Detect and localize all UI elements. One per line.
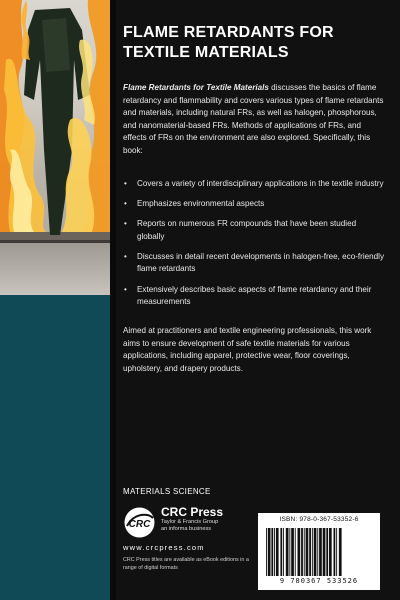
crc-press-logo-icon: [123, 506, 156, 539]
flame-illustration: [0, 0, 110, 295]
list-item-text: Emphasizes environmental aspects: [137, 199, 265, 209]
barcode-bar: [291, 528, 294, 576]
barcode-bar: [312, 528, 313, 576]
list-item-text: Reports on numerous FR compounds that have been studied globally: [137, 219, 357, 241]
ebook-note: CRC Press titles are available as eBook editions in a range of digital formats: [123, 557, 249, 571]
list-item-text: Discusses in detail recent developments in halogen-free, eco-friendly flame retardants: [137, 251, 384, 274]
barcode-bar: [295, 528, 296, 576]
publisher-name: CRC Press: [161, 505, 224, 519]
list-item-text: Covers a variety of interdisciplinary applications in the textile industry: [137, 179, 384, 188]
closing-paragraph: Aimed at practitioners and textile engineering professionals, this work aims to ensure development of safe textile materials for various applications, including apparel, protective wear, floor coverings, upholstery, and drapery products.: [123, 326, 372, 373]
publisher-url: www.crcpress.com: [123, 543, 205, 552]
barcode-bar: [306, 528, 309, 576]
list-item: [123, 178, 385, 191]
feature-list: [123, 178, 385, 316]
bullet-marker: •: [124, 219, 127, 229]
barcode-bar: [309, 528, 311, 576]
intro-paragraph: [123, 82, 385, 158]
barcode-bar: [283, 528, 284, 576]
barcode-bar: [301, 528, 303, 576]
list-item: [123, 218, 385, 243]
barcode-bar: [326, 528, 328, 576]
barcode-bar: [271, 528, 273, 576]
barcode-bar: [336, 528, 337, 576]
intro-italic-title: Flame Retardants for Textile Materials: [123, 83, 269, 92]
subject-category: MATERIALS SCIENCE: [123, 487, 211, 496]
barcode-digits: 9 780367 533526: [279, 577, 359, 585]
crc-logo-text: CRC: [128, 519, 151, 530]
book-title-line-2: TEXTILE MATERIALS: [123, 44, 289, 61]
barcode-bar: [286, 528, 289, 576]
barcode-bar: [323, 528, 326, 576]
cover-photo-burning-garment: [0, 0, 110, 295]
intro-text: discusses the basics of flame retardancy and flammability and covers various types of flame retardants and materials, including natural FRs, as well as halogen, phosphorous, and nanomaterial-based FRs. Methods of applications of FRs, and effects of FRs on the environment are also explored. Specifically, this book:: [123, 83, 384, 155]
isbn-barcode-panel: [258, 513, 380, 590]
list-item: [123, 284, 385, 309]
publisher-tagline: an informa business: [161, 526, 212, 532]
barcode-bar: [339, 528, 342, 576]
bullet-marker: •: [124, 179, 127, 188]
barcode-bar: [334, 528, 336, 576]
barcode-bar: [266, 528, 267, 576]
back-cover-text: [123, 0, 385, 600]
barcode-bar: [274, 528, 275, 576]
bullet-marker: •: [124, 199, 127, 209]
list-item: [123, 251, 385, 276]
book-title: [123, 23, 385, 63]
barcode-bar: [314, 528, 317, 576]
barcode-bar: [276, 528, 279, 576]
list-item-text: Extensively describes basic aspects of flame retardancy and their measurements: [137, 284, 372, 307]
bullet-marker: •: [124, 251, 127, 261]
barcode: [264, 528, 374, 576]
isbn-label: ISBN: 978-0-367-53352-6: [279, 516, 359, 523]
bullet-marker: •: [124, 284, 127, 294]
barcode-bar: [298, 528, 301, 576]
publisher-block: [161, 506, 223, 533]
teal-color-block: [0, 295, 110, 600]
barcode-bar: [304, 528, 305, 576]
list-item: [123, 198, 385, 211]
barcode-bar: [319, 528, 322, 576]
barcode-bar: [317, 528, 318, 576]
divider-strip: [110, 0, 116, 600]
barcode-bar: [289, 528, 290, 576]
publisher-group: Taylor & Francis Group: [161, 519, 219, 525]
barcode-bar: [280, 528, 282, 576]
barcode-bar: [329, 528, 332, 576]
barcode-bar: [268, 528, 271, 576]
book-title-line-1: FLAME RETARDANTS FOR: [123, 24, 334, 41]
